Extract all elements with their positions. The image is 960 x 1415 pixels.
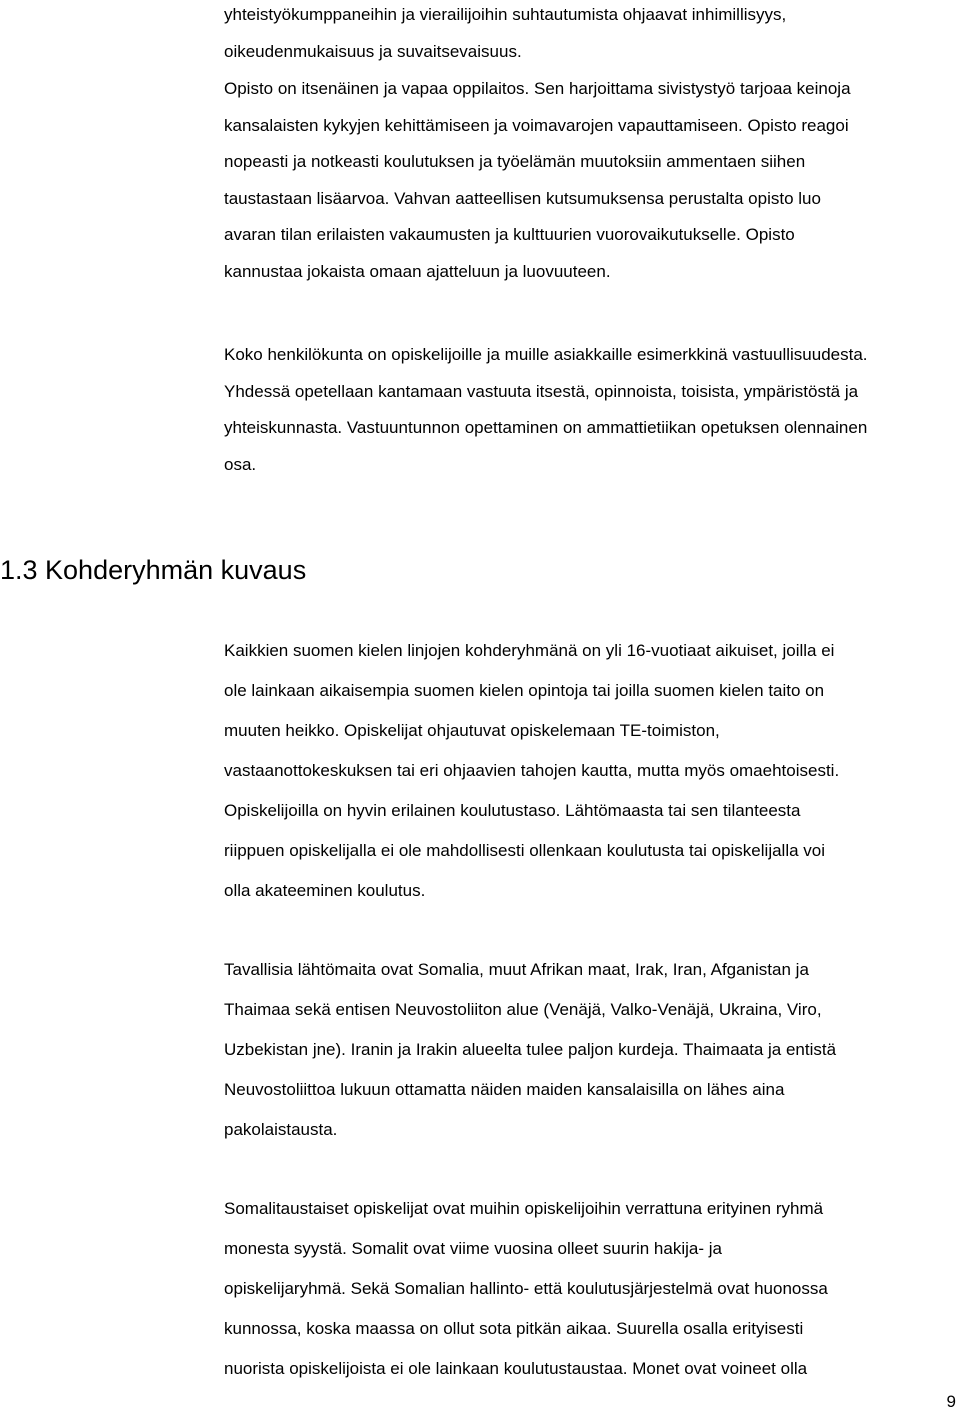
text-line: kansalaisten kykyjen kehittämiseen ja voimavarojen vapauttamiseen. Opisto reagoi xyxy=(224,115,849,135)
text-line: Kaikkien suomen kielen linjojen kohderyhmänä on yli 16-vuotiaat aikuiset, joilla ei xyxy=(224,641,835,660)
text-line: taustastaan lisäarvoa. Vahvan aatteellisen kutsumuksensa perustalta opisto luo xyxy=(224,188,821,208)
text-line: avaran tilan erilaisten vakaumusten ja kulttuurien vuorovaikutukselle. Opisto xyxy=(224,225,795,244)
text-line: Somalitaustaiset opiskelijat ovat muihin opiskelijoihin verrattuna erityinen ryhmä xyxy=(224,1199,824,1218)
text-line: pakolaistausta. xyxy=(224,1120,338,1139)
text-line: Yhdessä opetellaan kantamaan vastuuta itsestä, opinnoista, toisista, ympäristöstä ja xyxy=(224,381,859,401)
text-line: olla akateeminen koulutus. xyxy=(224,881,426,900)
text-line: nuorista opiskelijoista ei ole lainkaan koulutustaustaa. Monet ovat voineet olla xyxy=(224,1359,808,1378)
paragraph-koko xyxy=(224,337,958,483)
text-line: vastaanottokeskuksen tai eri ohjaavien tahojen kautta, mutta myös omaehtoisesti. xyxy=(224,761,840,780)
page-number: 9 xyxy=(946,1392,956,1411)
text-line: oikeudenmukaisuus ja suvaitsevaisuus. xyxy=(224,41,522,61)
text-line: kunnossa, koska maassa on ollut sota pitkän aikaa. Suurella osalla erityisesti xyxy=(224,1319,804,1338)
paragraph-tavallisia xyxy=(224,950,958,1150)
text-line: nopeasti ja notkeasti koulutuksen ja työelämän muutoksiin ammentaen siihen xyxy=(224,152,806,171)
text-line: Uzbekistan jne). Iranin ja Irakin alueelta tulee paljon kurdeja. Thaimaata ja entistä xyxy=(224,1040,837,1059)
text-line: opiskelijaryhmä. Sekä Somalian hallinto- että koulutusjärjestelmä ovat huonossa xyxy=(224,1279,828,1298)
paragraph-kaikkien xyxy=(224,631,958,911)
text-line: yhteiskunnasta. Vastuuntunnon opettaminen on ammattietiikan opetuksen olennainen xyxy=(224,418,868,437)
text-line: Opiskelijoilla on hyvin erilainen koulutustaso. Lähtömaasta tai sen tilanteesta xyxy=(224,801,801,820)
paragraph-intro xyxy=(224,0,958,70)
text-line: Opisto on itsenäinen ja vapaa oppilaitos. Sen harjoittama sivistystyö tarjoaa keinoja xyxy=(224,79,851,98)
section-heading: 1.3 Kohderyhmän kuvaus xyxy=(0,555,307,585)
text-line: Neuvostoliittoa lukuun ottamatta näiden maiden kansalaisilla on lähes aina xyxy=(224,1080,785,1099)
paragraph-somali xyxy=(224,1189,958,1389)
text-line: Koko henkilökunta on opiskelijoille ja muille asiakkaille esimerkkinä vastuullisuudesta. xyxy=(224,345,868,364)
text-line: muuten heikko. Opiskelijat ohjautuvat opiskelemaan TE-toimiston, xyxy=(224,721,720,740)
text-line: yhteistyökumppaneihin ja vierailijoihin suhtautumista ohjaavat inhimillisyys, xyxy=(224,5,787,24)
text-line: riippuen opiskelijalla ei ole mahdollisesti ollenkaan koulutusta tai opiskelijalla voi xyxy=(224,841,826,860)
text-line: osa. xyxy=(224,454,257,474)
text-line: kannustaa jokaista omaan ajatteluun ja luovuuteen. xyxy=(224,261,611,281)
text-line: Thaimaa sekä entisen Neuvostoliiton alue (Venäjä, Valko-Venäjä, Ukraina, Viro, xyxy=(224,1000,822,1019)
text-line: Tavallisia lähtömaita ovat Somalia, muut Afrikan maat, Irak, Iran, Afganistan ja xyxy=(224,960,809,979)
text-line: monesta syystä. Somalit ovat viime vuosina olleet suurin hakija- ja xyxy=(224,1239,722,1258)
text-line: ole lainkaan aikaisempia suomen kielen opintoja tai joilla suomen kielen taito on xyxy=(224,681,825,700)
paragraph-opisto xyxy=(224,71,958,290)
